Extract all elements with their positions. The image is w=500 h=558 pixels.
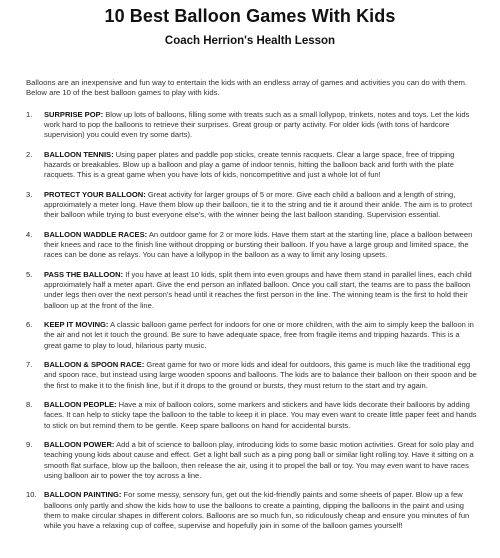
- item-number: 10.: [26, 490, 37, 500]
- game-description: Add a bit of science to balloon play, introducing kids to some basic motion activities. Great for solo play and teaching young kids about cause and effect. Get a light ball such as a ping pong ball or similar light rolling toy. Have it sitting on a smooth flat surface, blow up the balloon, then release the air, using it to propel the ball or toy. You may even want to have races using balloon air to power the toy across a line.: [44, 440, 474, 480]
- game-item-2: [26, 150, 478, 181]
- item-number: 6.: [26, 320, 33, 330]
- item-number: 9.: [26, 440, 33, 450]
- item-number: 7.: [26, 360, 33, 370]
- game-name: BALLOON PAINTING:: [44, 490, 122, 500]
- game-name: PASS THE BALLOON:: [44, 270, 124, 279]
- item-number: 1.: [26, 110, 33, 119]
- game-item-1: [26, 110, 478, 141]
- game-item-9: [26, 440, 478, 481]
- game-description: For some messy, sensory fun, get out the kid-friendly paints and some sheets of paper. Blow up a few balloons only partly and show the kids how to use the balloons to create a painting, dipping the balloons in the paint and using them to make circular shapes in different colors. Balloons are so much fun, so ridiculously cheap and ensure you minutes of fun while you have a relaxing cup of coffee, supervise and hopefully join in some of the balloon games yourself!: [44, 490, 470, 531]
- game-item-3: [26, 190, 478, 221]
- game-name: PROTECT YOUR BALLOON:: [44, 190, 146, 199]
- game-name: BALLOON PEOPLE:: [44, 400, 117, 410]
- game-item-5: [26, 270, 478, 311]
- game-item-8: [26, 400, 478, 431]
- game-description: An outdoor game for 2 or more kids. Have them start at the starting line, place a balloon between their knees and race to the finish line without dropping or bursting their balloon. If you have a large group and limited space, the races can be done as relays. You can have a lollypop in the balloon as a way to limit any losing upsets.: [44, 230, 473, 260]
- item-number: 3.: [26, 190, 33, 199]
- item-number: 8.: [26, 400, 33, 410]
- game-item-7: [26, 360, 478, 391]
- document-subtitle: Coach Herrion's Health Lesson: [164, 35, 336, 47]
- game-name: BALLOON POWER:: [44, 440, 115, 450]
- games-list: [26, 110, 478, 541]
- game-description: If you have at least 10 kids, split them into even groups and have them stand in parallel lines, each child approximately half a meter apart. Give the end person an inflated balloon. Once you call start, the teams are to pass the balloon under legs then over the next person's head until it reaches the first person in the line. The winning team is the first to hold their balloon up at the front of the line.: [44, 270, 472, 310]
- game-description: A classic balloon game perfect for indoors for one or more children, with the aim to simply keep the balloon in the air and not let it touch the ground. Be sure to have adequate space, free from fragile items and tripping hazards. This is a great game to play to loud, hilarious party music.: [44, 320, 474, 350]
- game-description: Have a mix of balloon colors, some markers and stickers and have kids decorate their balloons by adding faces. It can help to sticky tape the balloon to the table to keep it in place. You may even want to create little paper feet and hands to stick on but remind them to be gentle. Keep spare balloons on hand for accidental bursts.: [44, 400, 477, 430]
- item-number: 5.: [26, 270, 33, 279]
- game-name: SURPRISE POP:: [44, 110, 104, 119]
- document-title: 10 Best Balloon Games With Kids: [104, 6, 396, 26]
- game-item-10: [26, 490, 478, 531]
- game-name: BALLOON WADDLE RACES:: [44, 230, 148, 239]
- game-item-6: [26, 320, 478, 351]
- game-description: Blow up lots of balloons, filling some with treats such as a small lollypop, trinkets, notes and toys. Let the kids work hard to pop the balloons to retrieve their surprises. Great group or party activity. For older kids (with tons of hardcore supervision) you could even try some darts).: [44, 110, 470, 140]
- game-name: KEEP IT MOVING:: [44, 320, 109, 330]
- game-description: Using paper plates and paddle pop sticks, create tennis racquets. Clear a large space, free of tripping hazards or breakables. Blow up a balloon and play a game of indoor tennis, hitting the balloon back and forth with the plate racquets. This is a great game when you have lots of kids, noncompetitive and just a whole lot of fun!: [44, 150, 455, 180]
- item-number: 2.: [26, 150, 33, 159]
- game-item-4: [26, 230, 478, 261]
- game-name: BALLOON & SPOON RACE:: [44, 360, 145, 370]
- intro-paragraph: Balloons are an inexpensive and fun way to entertain the kids with an endless array of games and activities you can do with them. Below are 10 of the best balloon games to play with kids.: [26, 77, 468, 98]
- game-description: Great activity for larger groups of 5 or more. Give each child a balloon and a length of string, approximately a meter long. Have them blow up their balloon, tie it to the string and tie it around their ankle. The aim is to protect their balloon while trying to bust everyone else's, with the winner being the last balloon standing. Supervision essential.: [44, 190, 473, 220]
- game-description: Great game for two or more kids and ideal for outdoors, this game is much like the traditional egg and spoon race, but instead using large wooden spoons and balloons. The kids are to balance their balloon on their spoon and be the first to make it to the finish line, but if it drops to the ground or bursts, they must return to the start and try again.: [44, 360, 477, 390]
- game-name: BALLOON TENNIS:: [44, 150, 114, 159]
- item-number: 4.: [26, 230, 33, 239]
